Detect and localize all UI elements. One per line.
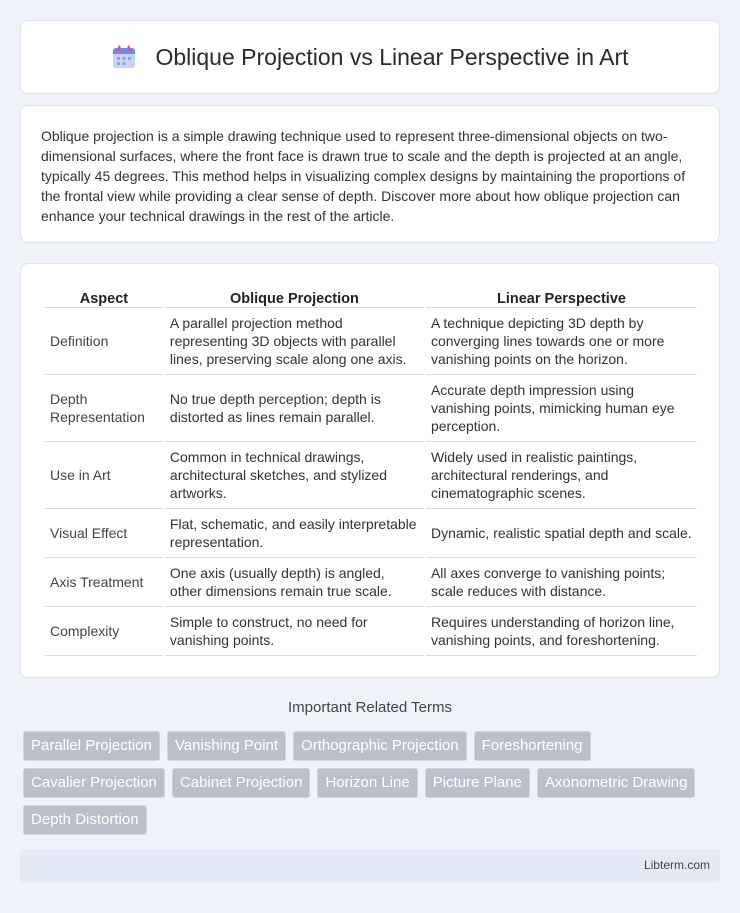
header-linear: Linear Perspective [426, 286, 697, 308]
related-term-tag[interactable]: Horizon Line [317, 768, 417, 798]
row-linear: A technique depicting 3D depth by converging lines towards one or more vanishing points on the horizon. [426, 308, 697, 375]
related-term-tag[interactable]: Foreshortening [474, 731, 591, 761]
row-oblique: One axis (usually depth) is angled, other dimensions remain true scale. [165, 558, 424, 607]
table-row [45, 442, 697, 509]
table-header-row [45, 286, 697, 308]
title-card [20, 20, 720, 94]
comparison-table [43, 286, 699, 656]
related-term-tag[interactable]: Axonometric Drawing [537, 768, 696, 798]
related-term-tag[interactable]: Depth Distortion [23, 805, 147, 835]
calendar-icon [111, 44, 137, 70]
page-title: Oblique Projection vs Linear Perspective in Art [155, 43, 629, 70]
table-row [45, 375, 697, 442]
row-oblique: No true depth perception; depth is distorted as lines remain parallel. [165, 375, 424, 442]
related-term-tag[interactable]: Cavalier Projection [23, 768, 165, 798]
related-term-tag[interactable]: Parallel Projection [23, 731, 160, 761]
row-aspect: Depth Representation [45, 375, 163, 442]
row-aspect: Complexity [45, 607, 163, 656]
table-row [45, 558, 697, 607]
related-term-tag[interactable]: Vanishing Point [167, 731, 286, 761]
related-terms-title: Important Related Terms [288, 699, 452, 716]
row-aspect: Definition [45, 308, 163, 375]
row-oblique: Simple to construct, no need for vanishing points. [165, 607, 424, 656]
table-row [45, 308, 697, 375]
row-linear: Dynamic, realistic spatial depth and scale. [426, 509, 697, 558]
row-aspect: Visual Effect [45, 509, 163, 558]
intro-card [20, 105, 720, 243]
row-oblique: Common in technical drawings, architectural sketches, and stylized artworks. [165, 442, 424, 509]
row-linear: Accurate depth impression using vanishing points, mimicking human eye perception. [426, 375, 697, 442]
intro-text: Oblique projection is a simple drawing technique used to represent three-dimensional objects on two-dimensional surfaces, where the front face is drawn true to scale and the depth is projected at an angle, typically 45 degrees. This method helps in visualizing complex designs by maintaining the proportions of the frontal view while providing a clear sense of depth. Discover more about how oblique projection can enhance your technical drawings in the rest of the article. [41, 128, 686, 224]
related-term-tag[interactable]: Orthographic Projection [293, 731, 467, 761]
row-aspect: Use in Art [45, 442, 163, 509]
header-oblique: Oblique Projection [165, 286, 424, 308]
comparison-card [20, 263, 720, 678]
footer [20, 849, 720, 882]
footer-site-link[interactable]: Libterm.com [643, 858, 710, 872]
table-row [45, 607, 697, 656]
row-linear: Requires understanding of horizon line, vanishing points, and foreshortening. [426, 607, 697, 656]
row-linear: All axes converge to vanishing points; scale reduces with distance. [426, 558, 697, 607]
header-aspect: Aspect [45, 286, 163, 308]
related-term-tag[interactable]: Cabinet Projection [172, 768, 311, 798]
table-row [45, 509, 697, 558]
row-linear: Widely used in realistic paintings, architectural renderings, and cinematographic scenes. [426, 442, 697, 509]
row-oblique: A parallel projection method representing 3D objects with parallel lines, preserving scale along one axis. [165, 308, 424, 375]
row-aspect: Axis Treatment [45, 558, 163, 607]
related-terms-list [23, 731, 723, 835]
row-oblique: Flat, schematic, and easily interpretable representation. [165, 509, 424, 558]
related-term-tag[interactable]: Picture Plane [425, 768, 530, 798]
